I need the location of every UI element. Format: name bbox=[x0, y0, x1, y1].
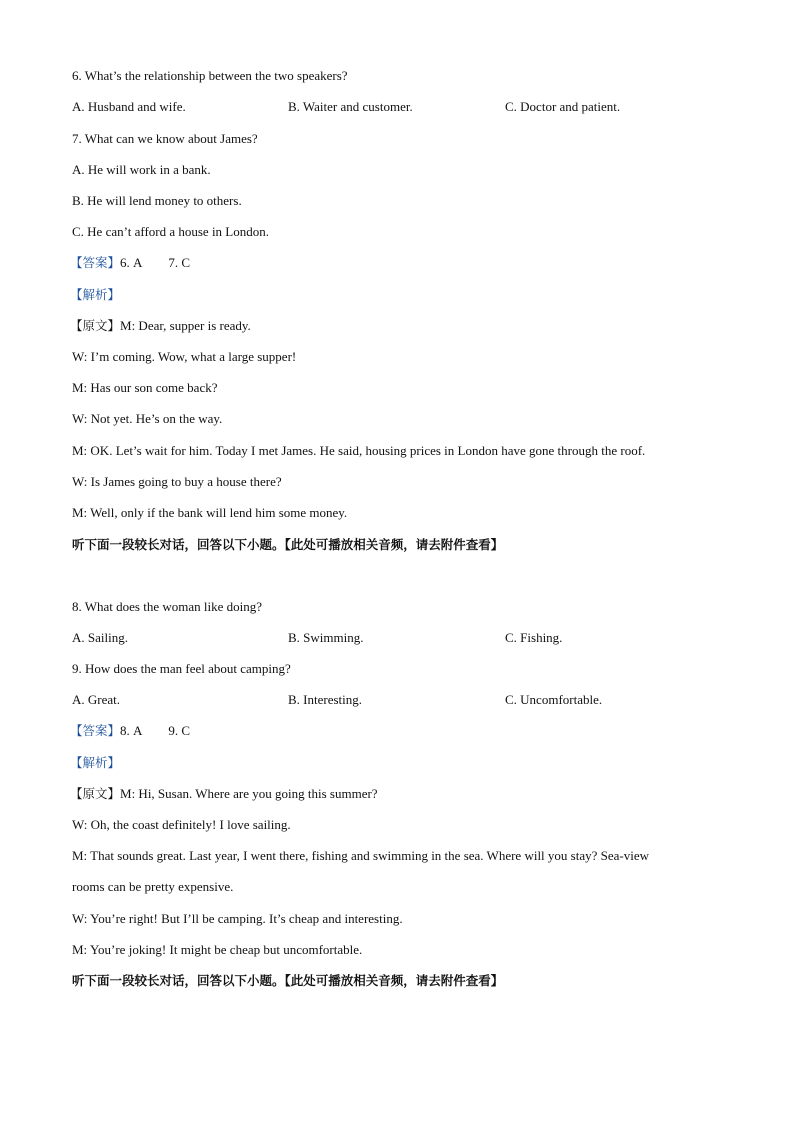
q7-option-c: C. He can’t afford a house in London. bbox=[72, 224, 269, 239]
transcript-1-line-5: M: OK. Let’s wait for him. Today I met James. He said, housing prices in London have gone through the roof. bbox=[72, 443, 646, 458]
transcript-1-line-7: M: Well, only if the bank will lend him some money. bbox=[72, 505, 348, 520]
transcript-2-line-4: rooms can be pretty expensive. bbox=[72, 879, 234, 894]
transcript-2-line-6: M: You’re joking! It might be cheap but uncomfortable. bbox=[72, 942, 363, 957]
q8-option-a: A. Sailing. bbox=[72, 630, 128, 645]
q9-option-b: B. Interesting. bbox=[288, 692, 363, 707]
analysis-label-2: 【解析】 bbox=[70, 755, 121, 770]
listen-instruction-1: 听下面一段较长对话，回答以下小题。【此处可播放相关音频，请去附件查看】 bbox=[72, 537, 504, 552]
answer-label: 【答案】 bbox=[70, 255, 121, 270]
answer-block-1 bbox=[70, 255, 190, 271]
transcript-1-line-4: W: Not yet. He’s on the way. bbox=[72, 411, 223, 426]
question-9: 9. How does the man feel about camping? bbox=[72, 661, 291, 676]
q6-option-a: A. Husband and wife. bbox=[72, 99, 186, 114]
transcript-text: M: Dear, supper is ready. bbox=[120, 318, 251, 333]
transcript-1-line-3: M: Has our son come back? bbox=[72, 380, 218, 395]
transcript-2-line-1 bbox=[70, 786, 378, 802]
answer-block-2 bbox=[70, 723, 190, 739]
q7-option-a: A. He will work in a bank. bbox=[72, 162, 211, 177]
answer-6: 6. A bbox=[120, 255, 143, 270]
transcript-2-line-5: W: You’re right! But I’ll be camping. It’s cheap and interesting. bbox=[72, 911, 403, 926]
q6-option-c: C. Doctor and patient. bbox=[505, 99, 621, 114]
answer-9: 9. C bbox=[168, 723, 191, 738]
q7-option-b: B. He will lend money to others. bbox=[72, 193, 242, 208]
question-6: 6. What’s the relationship between the two speakers? bbox=[72, 68, 348, 83]
transcript-1-line-6: W: Is James going to buy a house there? bbox=[72, 474, 282, 489]
q9-option-a: A. Great. bbox=[72, 692, 121, 707]
transcript-2-line-3: M: That sounds great. Last year, I went there, fishing and swimming in the sea. Where will you stay? Sea-view bbox=[72, 848, 649, 863]
q6-option-b: B. Waiter and customer. bbox=[288, 99, 413, 114]
question-8: 8. What does the woman like doing? bbox=[72, 599, 263, 614]
question-7: 7. What can we know about James? bbox=[72, 131, 258, 146]
listen-instruction-2: 听下面一段较长对话，回答以下小题。【此处可播放相关音频，请去附件查看】 bbox=[72, 973, 504, 988]
q8-option-b: B. Swimming. bbox=[288, 630, 364, 645]
q9-option-c: C. Uncomfortable. bbox=[505, 692, 603, 707]
answer-7: 7. C bbox=[168, 255, 191, 270]
transcript-1-line-1 bbox=[70, 318, 251, 334]
transcript-label: 【原文】 bbox=[70, 318, 121, 333]
answer-label: 【答案】 bbox=[70, 723, 121, 738]
transcript-2-line-2: W: Oh, the coast definitely! I love sailing. bbox=[72, 817, 291, 832]
transcript-1-line-2: W: I’m coming. Wow, what a large supper! bbox=[72, 349, 297, 364]
transcript-label: 【原文】 bbox=[70, 786, 121, 801]
q8-option-c: C. Fishing. bbox=[505, 630, 563, 645]
transcript-text: M: Hi, Susan. Where are you going this summer? bbox=[120, 786, 378, 801]
answer-8: 8. A bbox=[120, 723, 143, 738]
analysis-label-1: 【解析】 bbox=[70, 287, 121, 302]
